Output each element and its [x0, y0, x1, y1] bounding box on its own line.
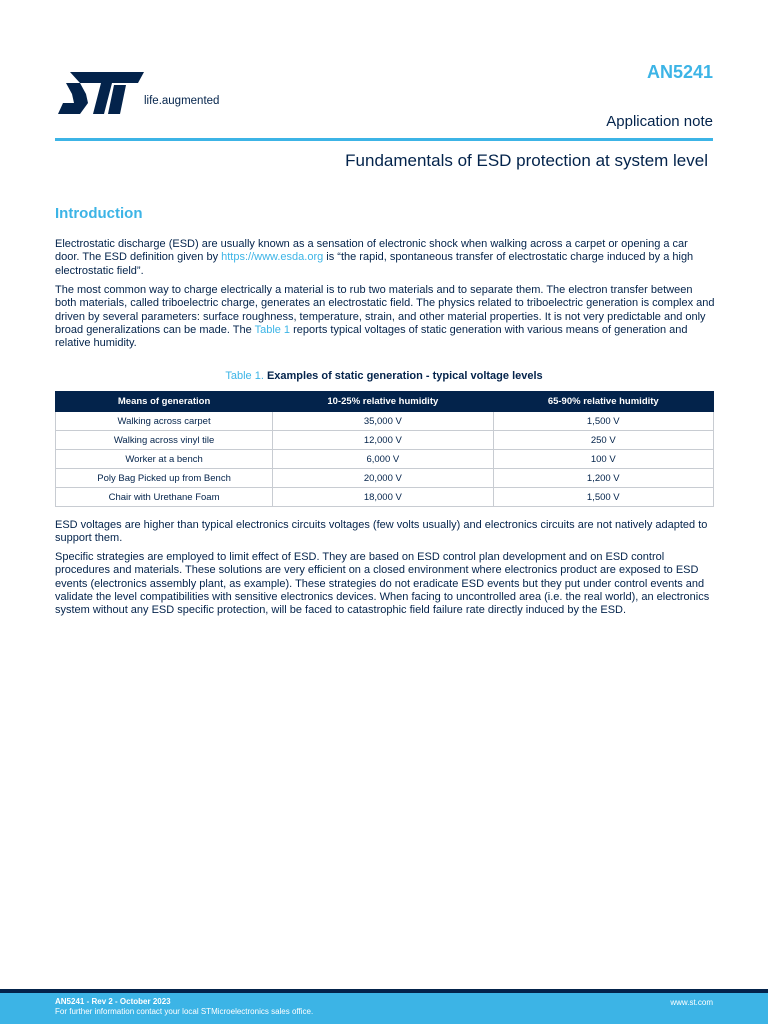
header-divider — [55, 138, 713, 141]
column-header: 10-25% relative humidity — [273, 392, 493, 412]
paragraph-text: Electrostatic discharge (ESD) are usually known as a sensation of electronic shock when walking across a carpet or opening a car door. The ESD definition given by — [55, 238, 688, 264]
table-cell: 6,000 V — [273, 450, 493, 469]
paragraph-text: The most common way to charge electrically a material is to rub two materials and to separate them. The electron transfer between both materials, called triboelectric charge, generates an electrostatic field. The physics related to triboelectric generation is complex and driven by several parameters: surface roughness, temperature, strain, and other material properties. It is not very predictable and only broad generalizations can be made. The — [55, 284, 715, 336]
table-cell: 1,500 V — [493, 412, 713, 431]
column-header: Means of generation — [56, 392, 273, 412]
table-cell: 12,000 V — [273, 431, 493, 450]
esda-link[interactable]: https://www.esda.org — [221, 251, 324, 264]
table-cell: Worker at a bench — [56, 450, 273, 469]
document-type: Application note — [606, 113, 713, 130]
table-cell: Chair with Urethane Foam — [56, 488, 273, 507]
table-cell: 1,200 V — [493, 469, 713, 488]
table-row — [56, 488, 714, 507]
body-paragraph-3: ESD voltages are higher than typical electronics circuits voltages (few volts usually) and electronics circuits are not natively adapted to support them. — [55, 519, 708, 545]
static-generation-table — [55, 391, 714, 507]
table-row — [56, 431, 714, 450]
table-caption-text: Examples of static generation - typical voltage levels — [266, 370, 543, 382]
document-id: AN5241 — [646, 62, 713, 82]
table-row — [56, 469, 714, 488]
paragraph-text: is “the rapid, spontaneous transfer of electrostatic charge induced by a high electrostatic field”. — [55, 251, 694, 277]
page-footer — [0, 993, 768, 1024]
footer-info — [55, 997, 313, 1017]
footer-contact: For further information contact your local STMicroelectronics sales office. — [55, 1007, 314, 1016]
table-cell: 250 V — [493, 431, 713, 450]
table-cell: 18,000 V — [273, 488, 493, 507]
table-cell: 20,000 V — [273, 469, 493, 488]
table-cell: Poly Bag Picked up from Bench — [56, 469, 273, 488]
st-logo — [58, 70, 238, 116]
intro-paragraph-2 — [55, 284, 715, 350]
footer-website-link[interactable]: www.st.com — [670, 998, 713, 1007]
intro-paragraph-1 — [55, 238, 715, 278]
table-caption-number: Table 1. — [225, 370, 264, 382]
table-1-link[interactable]: Table 1 — [254, 323, 291, 336]
table-cell: 35,000 V — [273, 412, 493, 431]
column-header: 65-90% relative humidity — [493, 392, 713, 412]
table-cell: 100 V — [493, 450, 713, 469]
section-heading-introduction: Introduction — [55, 205, 143, 222]
table-cell: Walking across vinyl tile — [56, 431, 273, 450]
footer-revision: AN5241 - Rev 2 - October 2023 — [55, 997, 171, 1006]
logo-tagline: life.augmented — [144, 95, 220, 107]
table-row — [56, 412, 714, 431]
table-cell: Walking across carpet — [56, 412, 273, 431]
table-caption — [55, 370, 713, 382]
st-logo-icon — [58, 70, 146, 116]
document-title: Fundamentals of ESD protection at system level — [345, 151, 708, 170]
body-paragraph-4: Specific strategies are employed to limit effect of ESD. They are based on ESD control plan development and on ESD control procedures and materials. These solutions are very efficient on a closed environment where electronics product are exposed to ESD events (electronics assembly plant, as example). These strategies do not eradicate ESD events but they put under control events and validate the level compatibilities with sensitive electronics devices. When facing to uncontrolled area (i.e. the real world), an electronics system without any ESD specific protection, will be faced to catastrophic field failure rate directly induced by the ESD. — [55, 551, 710, 617]
paragraph-text: reports typical voltages of static generation with various means of generation and relative humidity. — [55, 323, 688, 350]
table-cell: 1,500 V — [493, 488, 713, 507]
table-row — [56, 450, 714, 469]
table-header-row — [56, 392, 714, 412]
